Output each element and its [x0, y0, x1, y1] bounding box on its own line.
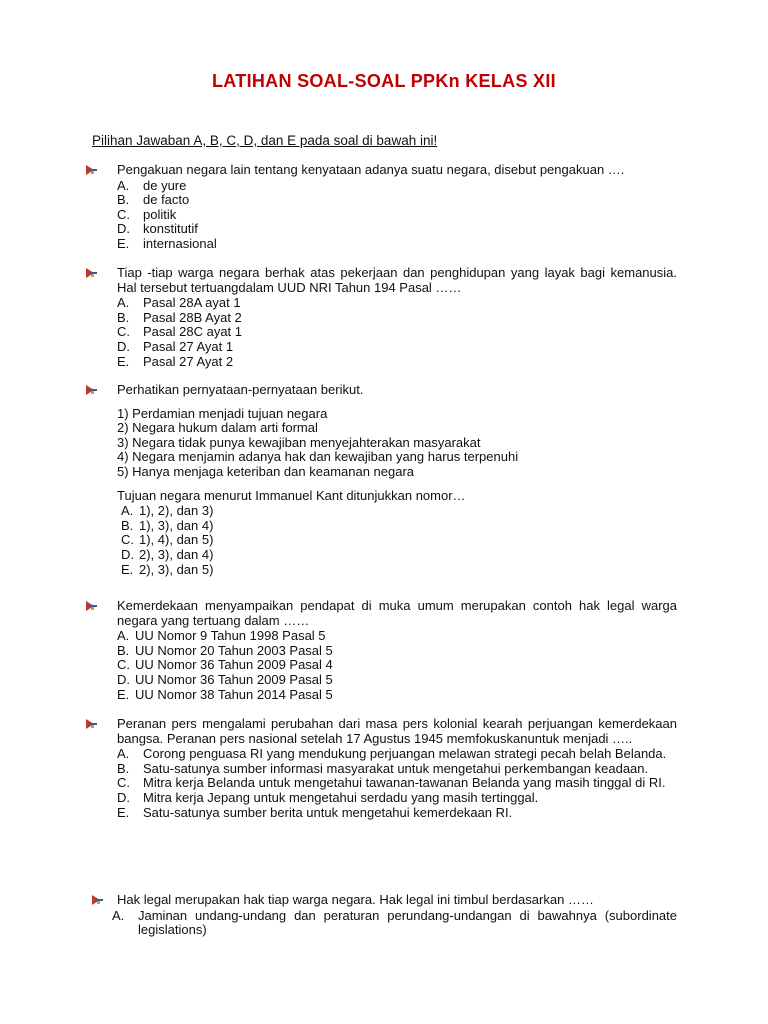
- option-a: [121, 504, 681, 519]
- option-text: Mitra kerja Belanda untuk mengetahui tawanan-tawanan Belanda yang masih tinggal di RI.: [143, 775, 666, 791]
- option-a: [117, 629, 677, 644]
- option-letter: C.: [117, 775, 130, 791]
- option-text: 2), 3), dan 5): [139, 561, 214, 577]
- option-text: UU Nomor 38 Tahun 2014 Pasal 5: [135, 686, 333, 702]
- option-d: [117, 340, 677, 355]
- question-text: Kemerdekaan menyampaikan pendapat di muka umum merupakan contoh hak legal warga negara yang tertuang dalam ……: [117, 598, 677, 628]
- option-e: [117, 688, 677, 703]
- option-text: 1), 4), dan 5): [139, 532, 214, 548]
- statement-item: 1) Perdamian menjadi tujuan negara: [117, 405, 328, 421]
- question-6: [92, 893, 692, 938]
- option-letter: C.: [121, 532, 134, 548]
- option-letter: B.: [117, 642, 130, 658]
- option-letter: A.: [117, 295, 130, 311]
- option-e: [121, 563, 681, 578]
- instruction-text: Pilihan Jawaban A, B, C, D, dan E pada soal di bawah ini!: [92, 133, 438, 148]
- option-text: Satu-satunya sumber berita untuk mengetahui kemerdekaan RI.: [143, 804, 513, 820]
- arrow-bullet-icon: [86, 719, 98, 729]
- option-b: [117, 311, 677, 326]
- option-letter: A.: [121, 503, 134, 519]
- option-text: Pasal 27 Ayat 1: [143, 338, 234, 354]
- question-text: Perhatikan pernyataan-pernyataan berikut.: [117, 382, 364, 397]
- option-text: 1), 2), dan 3): [139, 503, 214, 519]
- option-b: [117, 644, 677, 659]
- option-text: de yure: [143, 177, 187, 193]
- option-c: [121, 533, 681, 548]
- option-text: Corong penguasa RI yang mendukung perjuangan melawan strategi pecah belah Belanda.: [143, 746, 667, 762]
- option-e: [117, 237, 677, 252]
- option-d: [117, 673, 677, 688]
- option-text: UU Nomor 36 Tahun 2009 Pasal 4: [135, 657, 333, 673]
- option-letter: A.: [112, 907, 125, 923]
- option-letter: A.: [117, 746, 130, 762]
- option-letter: E.: [117, 353, 130, 369]
- option-letter: D.: [117, 338, 130, 354]
- option-text: 1), 3), dan 4): [139, 517, 214, 533]
- statement-item: 2) Negara hukum dalam arti formal: [117, 420, 318, 436]
- arrow-bullet-icon: [86, 601, 98, 611]
- statement-item: 3) Negara tidak punya kewajiban menyejahterakan masyarakat: [117, 434, 481, 450]
- statement-item: 5) Hanya menjaga keteriban dan keamanan negara: [117, 463, 415, 479]
- option-e: [117, 806, 677, 821]
- option-text: internasional: [143, 235, 217, 251]
- option-a: [117, 179, 677, 194]
- option-letter: A.: [117, 177, 130, 193]
- arrow-bullet-icon: [86, 268, 98, 278]
- option-e: [117, 355, 677, 370]
- option-a: [112, 909, 677, 938]
- option-c: [117, 776, 677, 791]
- arrow-bullet-icon: [92, 895, 104, 905]
- option-c: [117, 325, 677, 340]
- option-text: politik: [143, 206, 177, 222]
- option-c: [117, 208, 677, 223]
- option-d: [121, 548, 681, 563]
- option-letter: B.: [117, 760, 130, 776]
- option-letter: C.: [117, 324, 130, 340]
- option-letter: B.: [121, 517, 134, 533]
- page-title: LATIHAN SOAL-SOAL PPKn KELAS XII: [212, 71, 556, 91]
- option-letter: C.: [117, 206, 130, 222]
- option-letter: E.: [117, 686, 130, 702]
- option-text: UU Nomor 36 Tahun 2009 Pasal 5: [135, 671, 333, 687]
- option-b: [121, 519, 681, 534]
- option-c: [117, 658, 677, 673]
- question-text: Peranan pers mengalami perubahan dari masa pers kolonial kearah perjuangan kemerdekaan bangsa. Peranan pers nasional setelah 17 Agustus 1945 memfokuskanuntuk menjadi …..: [117, 716, 677, 746]
- question-text: Hak legal merupakan hak tiap warga negara. Hak legal ini timbul berdasarkan ……: [117, 892, 594, 907]
- option-a: [117, 296, 677, 311]
- question-4: [86, 599, 686, 702]
- question-prompt: Tujuan negara menurut Immanuel Kant ditunjukkan nomor…: [117, 487, 466, 503]
- option-text: UU Nomor 20 Tahun 2003 Pasal 5: [135, 642, 333, 658]
- question-2: [86, 266, 686, 369]
- option-letter: A.: [117, 628, 130, 644]
- option-text: Jaminan undang-undang dan peraturan perundang-undangan di bawahnya (subordinate legislations): [138, 907, 677, 938]
- option-text: Pasal 27 Ayat 2: [143, 353, 234, 369]
- option-d: [117, 222, 677, 237]
- option-letter: E.: [117, 235, 130, 251]
- option-letter: D.: [117, 671, 130, 687]
- option-letter: B.: [117, 309, 130, 325]
- option-text: 2), 3), dan 4): [139, 546, 214, 562]
- option-b: [117, 193, 677, 208]
- option-b: [117, 762, 677, 777]
- option-text: konstitutif: [143, 221, 198, 237]
- option-a: [117, 747, 677, 762]
- option-text: UU Nomor 9 Tahun 1998 Pasal 5: [135, 628, 326, 644]
- option-text: Satu-satunya sumber informasi masyarakat untuk mengetahui perkembangan keadaan.: [143, 760, 649, 776]
- option-letter: C.: [117, 657, 130, 673]
- option-text: de facto: [143, 192, 190, 208]
- question-1: [86, 163, 686, 252]
- option-letter: B.: [117, 192, 130, 208]
- question-5: [86, 717, 686, 820]
- option-text: Pasal 28C ayat 1: [143, 324, 243, 340]
- statement-list: [117, 407, 686, 480]
- option-letter: D.: [117, 789, 130, 805]
- arrow-bullet-icon: [86, 165, 98, 175]
- question-3: [86, 383, 686, 577]
- option-letter: E.: [117, 804, 130, 820]
- option-text: Pasal 28A ayat 1: [143, 295, 241, 311]
- option-letter: E.: [121, 561, 134, 577]
- option-letter: D.: [117, 221, 130, 237]
- option-d: [117, 791, 677, 806]
- option-text: Mitra kerja Jepang untuk mengetahui serdadu yang masih tertinggal.: [143, 789, 539, 805]
- statement-item: 4) Negara menjamin adanya hak dan kewajiban yang harus terpenuhi: [117, 449, 519, 465]
- question-text: Pengakuan negara lain tentang kenyataan adanya suatu negara, disebut pengakuan ….: [117, 162, 625, 177]
- arrow-bullet-icon: [86, 385, 98, 395]
- option-letter: D.: [121, 546, 134, 562]
- option-text: Pasal 28B Ayat 2: [143, 309, 242, 325]
- question-text: Tiap -tiap warga negara berhak atas pekerjaan dan penghidupan yang layak bagi kemanusia. Hal tersebut tertuangdalam UUD NRI Tahun 194 Pasal ……: [117, 265, 677, 295]
